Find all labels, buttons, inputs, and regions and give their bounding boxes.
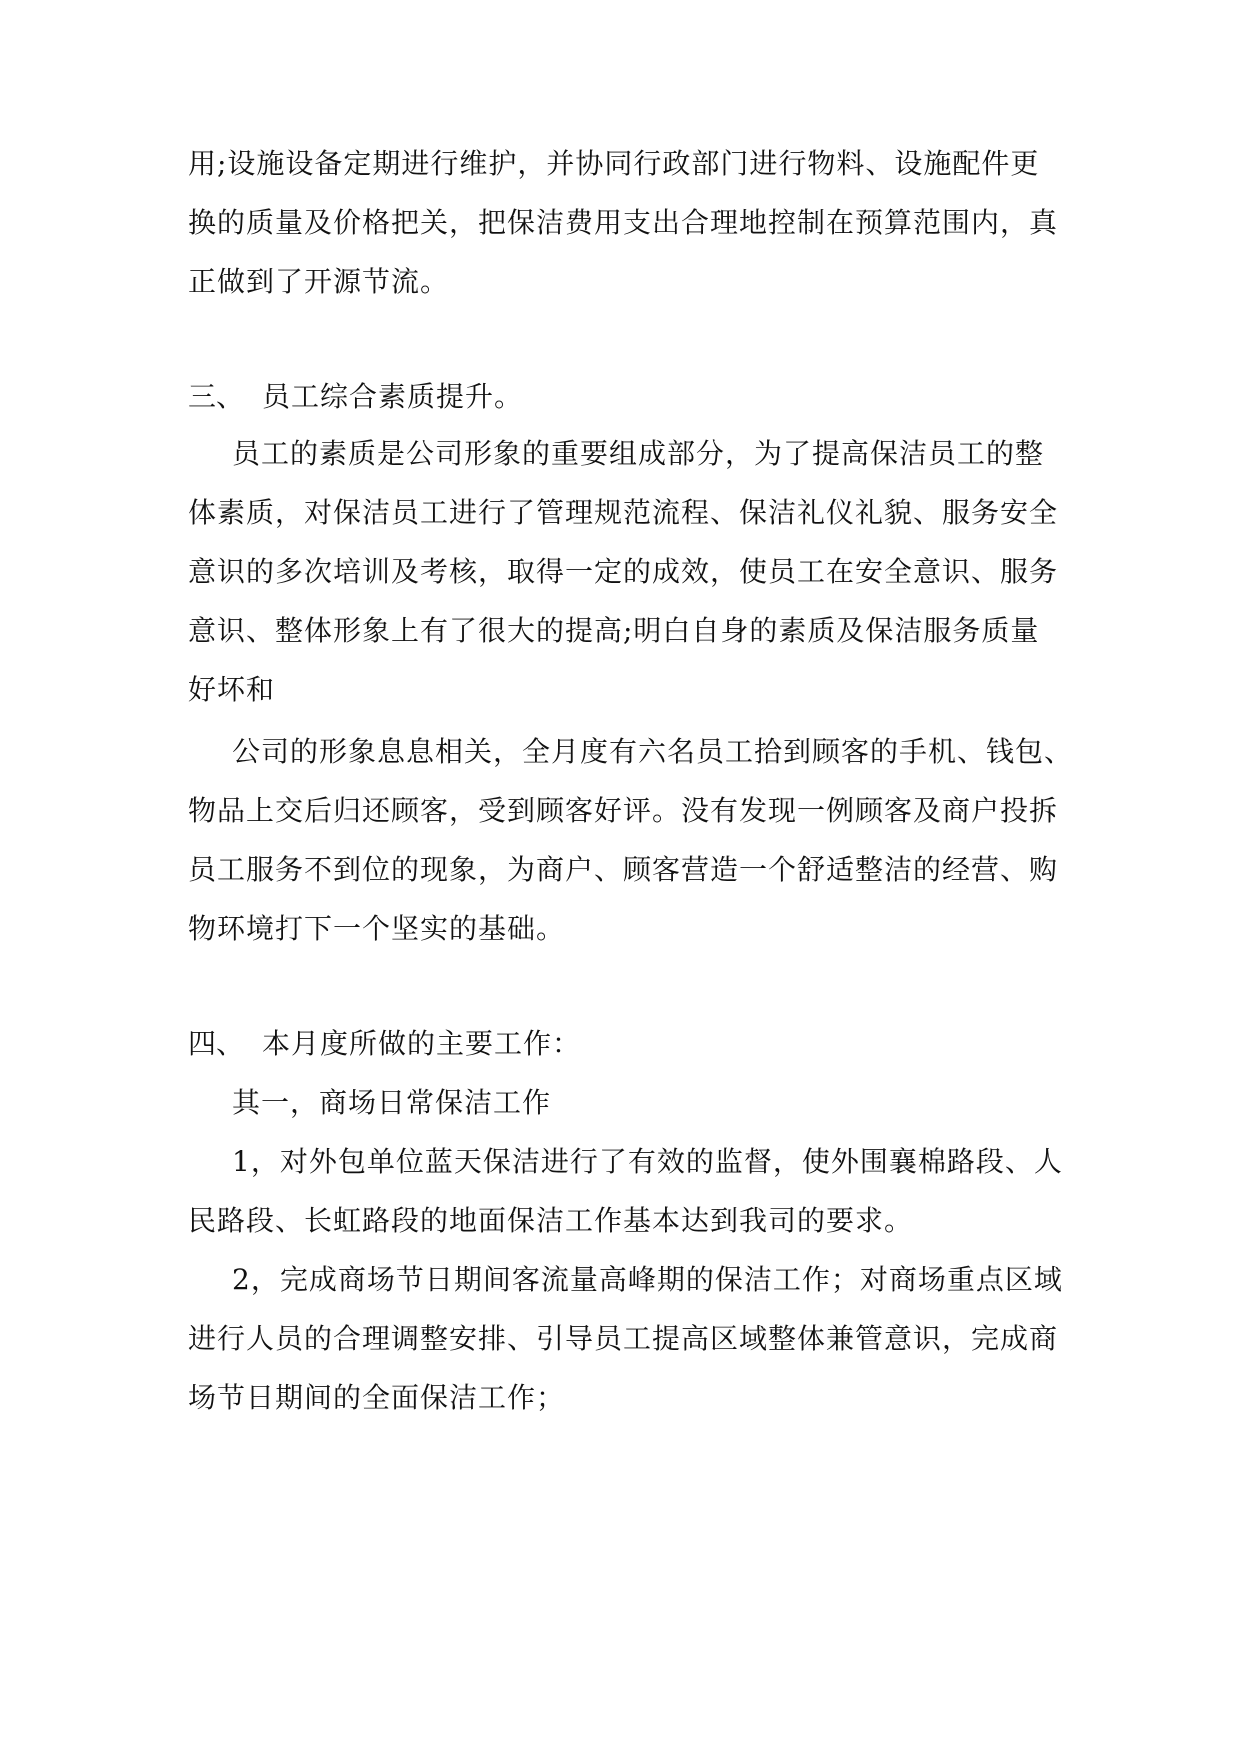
list-item-line: 1，对外包单位蓝天保洁进行了有效的监督，使外围襄棉路段、人	[232, 1145, 1063, 1178]
paragraph-line: 物品上交后归还顾客，受到顾客好评。没有发现一例顾客及商户投拆	[188, 794, 1059, 827]
list-item-line: 民路段、长虹路段的地面保洁工作基本达到我司的要求。	[188, 1204, 914, 1237]
list-item-line: 进行人员的合理调整安排、引导员工提高区域整体兼管意识，完成商	[188, 1322, 1059, 1355]
paragraph-line: 意识、整体形象上有了很大的提高;明白自身的素质及保洁服务质量	[188, 614, 1040, 647]
paragraph-line: 正做到了开源节流。	[188, 265, 450, 298]
paragraph-line: 换的质量及价格把关，把保洁费用支出合理地控制在预算范围内，真	[188, 206, 1059, 239]
paragraph-line: 用;设施设备定期进行维护，并协同行政部门进行物料、设施配件更	[188, 147, 1040, 180]
list-item-line: 场节日期间的全面保洁工作；	[188, 1381, 566, 1414]
list-item-line: 2，完成商场节日期间客流量高峰期的保洁工作；对商场重点区域	[232, 1263, 1063, 1296]
paragraph-line: 员工的素质是公司形象的重要组成部分，为了提高保洁员工的整	[232, 437, 1045, 470]
paragraph-line: 公司的形象息息相关，全月度有六名员工拾到顾客的手机、钱包、	[232, 735, 1074, 768]
section-number: 三、	[188, 380, 245, 413]
section-heading: 员工综合素质提升。	[262, 380, 524, 413]
paragraph-line: 意识的多次培训及考核，取得一定的成效，使员工在安全意识、服务	[188, 555, 1059, 588]
section-number: 四、	[188, 1027, 245, 1060]
section-heading: 本月度所做的主要工作：	[262, 1027, 582, 1060]
paragraph-line: 好坏和	[188, 673, 276, 706]
paragraph-line: 物环境打下一个坚实的基础。	[188, 912, 566, 945]
paragraph-line: 员工服务不到位的现象，为商户、顾客营造一个舒适整洁的经营、购	[188, 853, 1059, 886]
sub-heading: 其一，商场日常保洁工作	[232, 1086, 552, 1119]
paragraph-line: 体素质，对保洁员工进行了管理规范流程、保洁礼仪礼貌、服务安全	[188, 496, 1059, 529]
